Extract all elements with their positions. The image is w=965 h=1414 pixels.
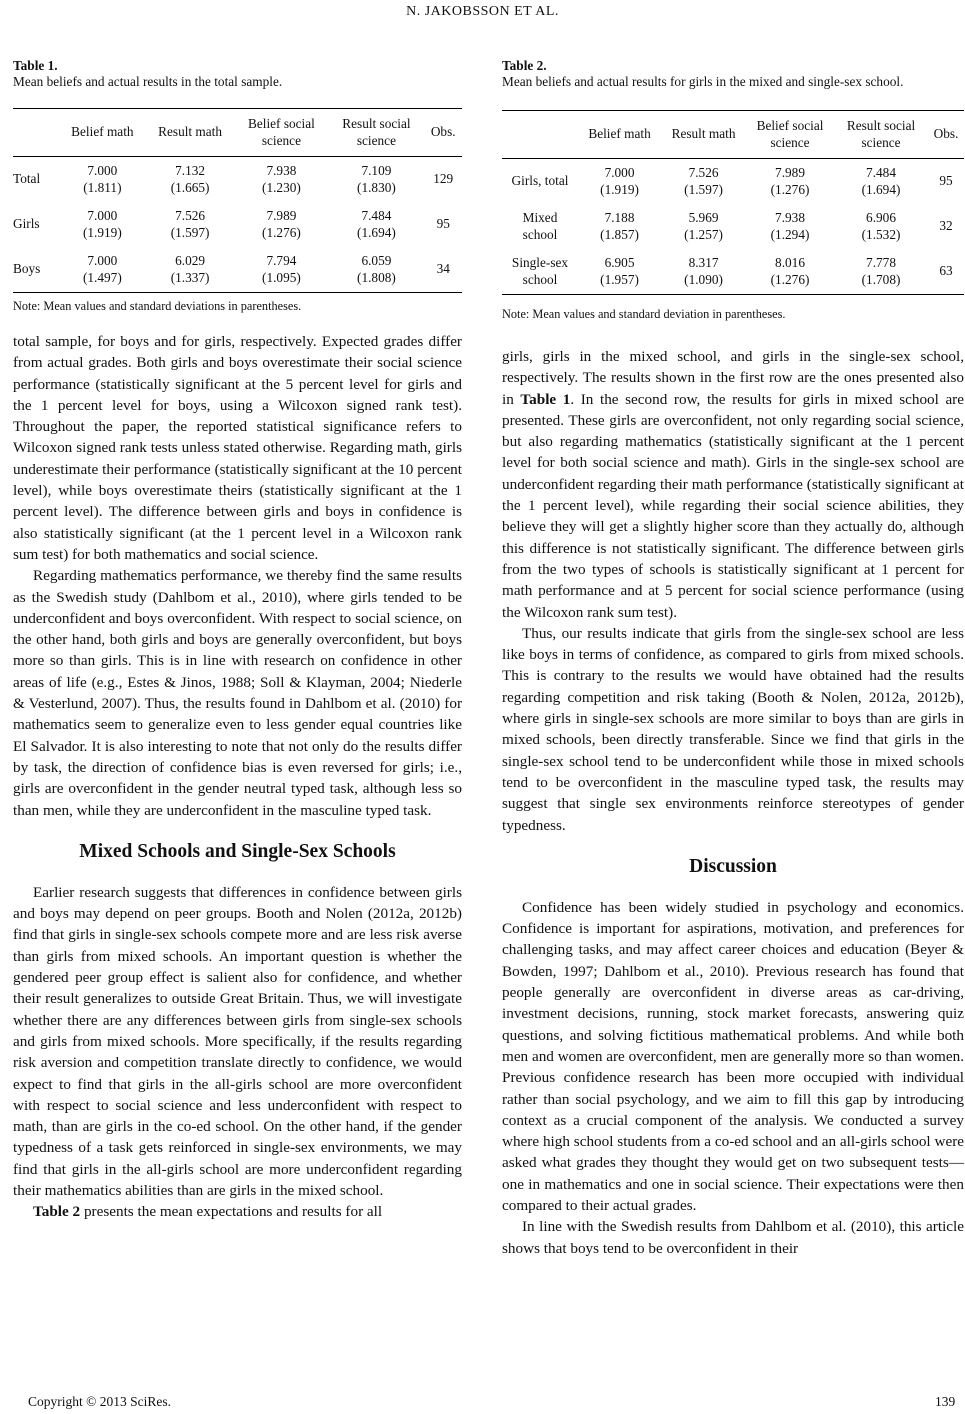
- table2-caption: [502, 58, 964, 90]
- table-row: [13, 247, 462, 293]
- row-label: Girls, total: [511, 173, 569, 189]
- table-cell: [59, 247, 146, 293]
- mean-value: 8.016: [775, 255, 805, 270]
- table-cell: [578, 159, 661, 205]
- obs-cell: 32: [939, 218, 953, 234]
- sd-value: (1.957): [600, 271, 639, 287]
- obs-cell: 95: [436, 216, 450, 232]
- sd-value: (1.276): [770, 271, 810, 287]
- table-row: [13, 202, 462, 247]
- table-cell: [834, 159, 928, 205]
- table-cell: [746, 204, 834, 249]
- mean-value: 7.989: [775, 165, 805, 180]
- paragraph-text: girls, girls in the mixed school, and girls in the single-sex school, respectively. The results shown in the first row are the ones presented also in: [502, 348, 964, 408]
- table-cell: [746, 159, 834, 205]
- table-cell: [661, 249, 746, 295]
- mean-value: 6.059: [361, 253, 392, 268]
- mean-value: 7.188: [604, 210, 635, 225]
- sd-value: (1.532): [861, 226, 901, 242]
- paragraph-text: . In the second row, the results for girls in mixed school are presented. These girls are overconfident, not only regarding social science, but also regarding mathematics (statistically significant at the 1 percent level for both social science and math). Girls in the single-sex school are underconfident regarding their math performance (statistically significant at the 1 percent level), while regarding their social science abilities, they believe they will get a slightly higher score than they actually do, although this difference is not statistically significant. The difference between girls from the two types of schools is statistically significant at 1 percent for math performance and at 5 percent for social science performance (using the Wilcoxon rank sum test).: [502, 390, 964, 621]
- page-number: 139: [935, 1394, 956, 1409]
- row-label: Total: [13, 171, 41, 187]
- sd-value: (1.808): [357, 269, 396, 285]
- table-cell: [746, 249, 834, 295]
- paragraph: Thus, our results indicate that girls from the single-sex school are less like boys in terms of confidence, as compared to girls from mixed schools. This is contrary to the results we would have obtained had the results regarding competition and risk taking (Booth & Nolen, 2012a, 2012b), where girls in single-sex schools are more similar to boys than are girls in mixed schools, been directly transferable. Since we find that girls in the single-sex school tend to be underconfident while those in mixed schools tend to be overconfident in the masculine typed task, the results may suggest that single sex environments reinforce stereotypes of gender typedness.: [502, 624, 964, 834]
- sd-value: (1.919): [82, 224, 122, 240]
- mean-value: 6.906: [866, 210, 896, 225]
- table1-note: Note: Mean values and standard deviations in parentheses.: [13, 299, 302, 313]
- col-header: [502, 111, 578, 159]
- mean-value: 7.484: [866, 165, 896, 180]
- table-cell: [834, 249, 928, 295]
- sd-value: (1.276): [262, 224, 301, 240]
- mean-value: 7.000: [87, 208, 118, 223]
- right-column: [502, 58, 964, 1259]
- mean-value: 6.905: [604, 255, 635, 270]
- sd-value: (1.095): [262, 269, 301, 285]
- table-cell: [234, 247, 328, 293]
- table-cell: [234, 202, 328, 247]
- paragraph: Confidence has been widely studied in psychology and economics. Confidence is important for aspirations, motivation, and preferences for challenging tasks, and may affect career choices and education (Beyer & Bowden, 1997; Dahlbom et al., 2010). Previous research has found that people generally are overconfident in diverse areas as car-driving, investment decisions, running, stock market forecasts, answering quiz questions, and solving fictitious mathematical problems. And while both men and women are overconfident, men are generally more so than women. Previous confidence research has been more occupied with individual rather than social psychology, and we aim to fill this gap by introducing context as a crucial component of the analysis. We conducted a survey where high school students from a co-ed school and an all-girls school were asked what grades they thought they would get on two subsequent tests—one in mathematics and one in social science. Their expectations were then compared to their actual grades.: [502, 898, 964, 1214]
- col-header: Belief social science: [248, 116, 315, 148]
- sd-value: (1.337): [170, 269, 210, 285]
- table-cell: [234, 157, 328, 203]
- sd-value: (1.230): [262, 179, 301, 195]
- paragraph: In line with the Swedish results from Dahlbom et al. (2010), this article shows that boys tend to be overconfident in their: [502, 1218, 964, 1257]
- mean-value: 7.132: [175, 163, 206, 178]
- sd-value: (1.708): [861, 271, 901, 287]
- table-ref: Table 2: [33, 1203, 81, 1221]
- mean-value: 7.938: [775, 210, 805, 225]
- table-cell: [578, 204, 661, 249]
- table-cell: [59, 157, 146, 203]
- mean-value: 7.109: [361, 163, 392, 178]
- left-column: [13, 58, 462, 1223]
- paragraph: Earlier research suggests that differences in confidence between girls and boys may depend on peer groups. Booth and Nolen (2012a, 2012b) find that girls in single-sex schools compete more and are less risk averse than girls from mixed schools. An important question is whether the gendered peer group effect is salient also for confidence, and whether their result generalizes to outside Great Britain. Thus, we will investigate whether there are any differences between girls from single-sex schools and girls from mixed schools. More specifically, if the results regarding risk aversion and competition translate directly to confidence, we would expect to find that girls in the all-girls school are more overconfident with respect to social science and less underconfident with respect to math, than are girls in the co-ed school. On the other hand, if the gender typedness of a task gets reinforced in single-sex environments, we may find that girls in the all-girls school are more underconfident regarding their mathematics abilities than are girls in the mixed school.: [13, 883, 462, 1199]
- sd-value: (1.597): [170, 224, 210, 240]
- table-cell: [328, 247, 424, 293]
- col-header: Obs.: [933, 126, 959, 142]
- paragraph: total sample, for boys and for girls, respectively. Expected grades differ from actual grades. Both girls and boys overestimate their social science performance (statistically significant at the 5 percent level for girls and the 1 percent level for boys, using a Wilcoxon signed rank test). Throughout the paper, the reported statistical significance refers to Wilcoxon signed rank tests unless stated otherwise. Regarding math, girls underestimate their performance (statistically significant at the 10 percent level), while boys overestimate theirs (statistically significant at the 1 percent level). The difference between girls and boys in confidence is also statistically significant (at the 1 percent level in a Wilcoxon rank sum test) for both mathematics and social science.: [13, 333, 462, 563]
- obs-cell: 95: [939, 173, 953, 189]
- col-header: Result math: [671, 126, 736, 142]
- table-cell: [146, 202, 235, 247]
- table-cell: [661, 159, 746, 205]
- mean-value: 7.526: [175, 208, 206, 223]
- sd-value: (1.294): [770, 226, 810, 242]
- col-header: Result social science: [846, 118, 916, 150]
- sd-value: (1.830): [357, 179, 396, 195]
- row-label: Single-sex school: [511, 255, 569, 287]
- col-header: Belief math: [588, 126, 651, 142]
- col-header: Obs.: [430, 124, 456, 140]
- paragraph: [502, 346, 964, 623]
- table-row: [502, 204, 964, 249]
- sd-value: (1.597): [684, 181, 723, 197]
- obs-cell: 34: [436, 261, 450, 277]
- row-label: Boys: [13, 261, 41, 277]
- table-cell: [661, 204, 746, 249]
- sd-value: (1.665): [170, 179, 210, 195]
- mean-value: 7.526: [688, 165, 719, 180]
- sd-value: (1.257): [684, 226, 723, 242]
- copyright: Copyright © 2013 SciRes.: [28, 1394, 172, 1409]
- sd-value: (1.857): [600, 226, 639, 242]
- table-row: [502, 249, 964, 295]
- table-cell: [328, 157, 424, 203]
- paragraph: [13, 1201, 462, 1222]
- mean-value: 7.484: [361, 208, 392, 223]
- table-row: [502, 159, 964, 205]
- mean-value: 6.029: [175, 253, 206, 268]
- col-header: Result social science: [342, 116, 411, 148]
- table1-label: Table 1.: [13, 58, 58, 73]
- obs-cell: 129: [433, 171, 454, 187]
- col-header: [13, 109, 59, 157]
- table-cell: [834, 204, 928, 249]
- sd-value: (1.090): [684, 271, 723, 287]
- table2-title: Mean beliefs and actual results for girls in the mixed and single-sex school.: [502, 74, 904, 89]
- running-head: N. JAKOBSSON ET AL.: [406, 4, 559, 19]
- table2-note: Note: Mean values and standard deviation in parentheses.: [502, 307, 786, 321]
- mean-value: 7.000: [87, 253, 118, 268]
- table-cell: [328, 202, 424, 247]
- mean-value: 7.794: [266, 253, 297, 268]
- mean-value: 5.969: [688, 210, 719, 225]
- table-cell: [59, 202, 146, 247]
- sd-value: (1.811): [83, 179, 122, 195]
- table1-caption: [13, 58, 462, 90]
- table1: [13, 108, 462, 293]
- row-label: Mixed school: [522, 210, 558, 242]
- table-cell: [146, 247, 235, 293]
- mean-value: 8.317: [688, 255, 719, 270]
- section-heading: Mixed Schools and Single-Sex Schools: [79, 840, 396, 862]
- sd-value: (1.497): [82, 269, 122, 285]
- mean-value: 7.778: [866, 255, 896, 270]
- obs-cell: 63: [939, 263, 953, 279]
- table-row: [13, 157, 462, 203]
- paragraph-text: presents the mean expectations and results for all: [80, 1203, 383, 1221]
- table1-title: Mean beliefs and actual results in the total sample.: [13, 74, 283, 89]
- section-heading: Discussion: [689, 855, 777, 877]
- paragraph: Regarding mathematics performance, we thereby find the same results as the Swedish study (Dahlbom et al., 2010), where girls tended to be underconfident and boys overconfident. With respect to social science, on the other hand, both girls and boys are generally overconfident, but boys more so than girls. This is in line with research on confidence in other areas of life (e.g., Estes & Jinos, 1988; Soll & Klayman, 2004; Niederle & Vesterlund, 2007). Thus, the results found in Dahlbom et al. (2010) for mathematics seem to generalize even to less gender equal countries like El Salvador. It is also interesting to note that not only do the results differ by task, the direction of confidence bias is even reversed for girls; i.e., girls are overconfident in the gender neutral typed task, although less so than men, while they are underconfident in the masculine typed task.: [13, 567, 462, 819]
- sd-value: (1.694): [357, 224, 396, 240]
- table2-label: Table 2.: [502, 58, 547, 73]
- mean-value: 7.000: [87, 163, 118, 178]
- row-label: Girls: [13, 216, 40, 232]
- col-header: Result math: [158, 124, 223, 140]
- table-ref: Table 1: [520, 390, 571, 408]
- sd-value: (1.694): [861, 181, 901, 197]
- col-header: Belief social science: [756, 118, 824, 150]
- table-cell: [146, 157, 235, 203]
- mean-value: 7.989: [266, 208, 297, 223]
- table2: [502, 110, 964, 295]
- col-header: Belief math: [71, 124, 134, 140]
- sd-value: (1.276): [770, 181, 810, 197]
- table-cell: [578, 249, 661, 295]
- sd-value: (1.919): [600, 181, 639, 197]
- mean-value: 7.000: [604, 165, 635, 180]
- mean-value: 7.938: [266, 163, 297, 178]
